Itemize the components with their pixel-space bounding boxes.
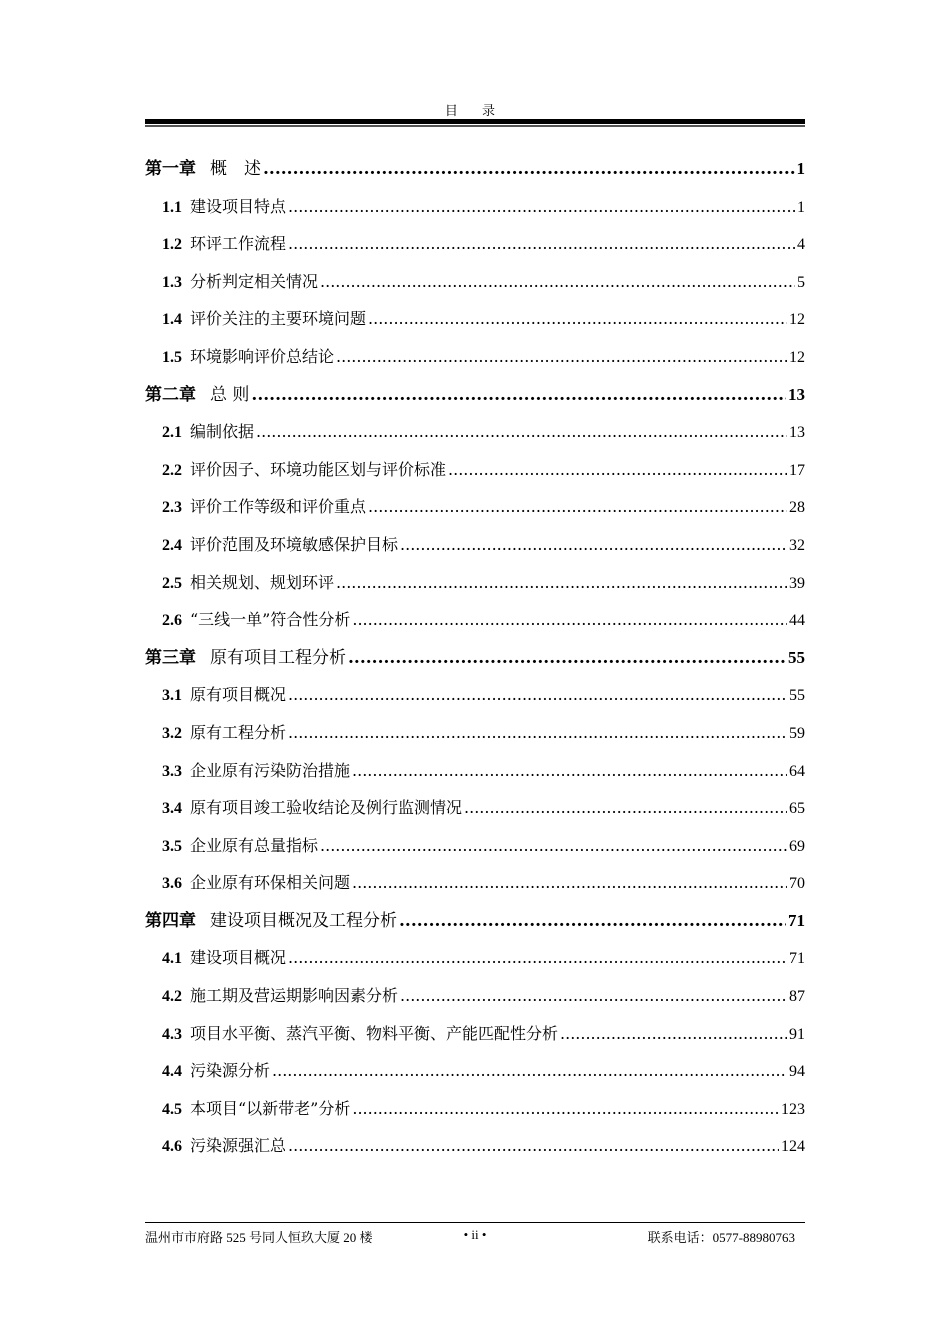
section-title: 企业原有总量指标 xyxy=(190,835,319,855)
toc-section-4-6[interactable] xyxy=(145,1127,805,1165)
chapter-title: 总 则 xyxy=(210,384,250,405)
section-number: 3.1 xyxy=(162,687,182,705)
dot-leader xyxy=(272,1052,787,1090)
footer-rule xyxy=(145,1222,805,1223)
dot-leader xyxy=(560,1015,787,1053)
section-number: 3.6 xyxy=(162,875,182,893)
section-number: 4.4 xyxy=(162,1063,182,1081)
dot-leader xyxy=(352,601,787,639)
dot-leader xyxy=(320,263,795,301)
section-number: 2.2 xyxy=(162,461,182,479)
section-number: 4.1 xyxy=(162,950,182,968)
section-title: 企业原有污染防治措施 xyxy=(190,760,351,780)
dot-leader xyxy=(352,1090,779,1128)
footer-address: 温州市市府路 525 号同人恒玖大厦 20 楼 xyxy=(145,1230,373,1245)
header-rule-thick xyxy=(145,119,805,124)
chapter-label: 第一章 xyxy=(145,159,196,179)
section-number: 2.3 xyxy=(162,499,182,517)
dot-leader xyxy=(464,789,787,827)
page-number: 55 xyxy=(788,647,805,667)
page-number: 32 xyxy=(789,536,805,554)
chapter-title: 原有项目工程分析 xyxy=(210,647,346,668)
page-number: 12 xyxy=(789,311,805,329)
section-number: 4.6 xyxy=(162,1138,182,1156)
section-title: 建设项目概况 xyxy=(190,948,287,968)
section-title: 原有工程分析 xyxy=(190,722,287,742)
page-number: 71 xyxy=(789,950,805,968)
chapter-title: 概 述 xyxy=(210,159,261,179)
dot-leader xyxy=(336,564,787,602)
toc-section-3-5[interactable] xyxy=(145,827,805,865)
page-number: 87 xyxy=(789,988,805,1006)
section-number: 1.4 xyxy=(162,311,182,329)
dot-leader xyxy=(399,903,786,941)
section-number: 3.4 xyxy=(162,800,182,818)
section-number: 2.5 xyxy=(162,574,182,592)
toc-chapter-3[interactable] xyxy=(145,639,805,677)
dot-leader xyxy=(336,338,787,376)
section-title: 环境影响评价总结论 xyxy=(190,346,335,366)
toc-section-1-1[interactable] xyxy=(145,188,805,226)
page-number: 1 xyxy=(797,198,805,216)
page-number: 71 xyxy=(788,910,805,930)
section-title: 评价工作等级和评价重点 xyxy=(190,497,367,517)
page-number: 59 xyxy=(789,724,805,742)
section-title: “三线一单”符合性分析 xyxy=(190,610,351,630)
page-number: 17 xyxy=(789,461,805,479)
page-number: 55 xyxy=(789,687,805,705)
section-number: 1.3 xyxy=(162,273,182,291)
section-number: 2.6 xyxy=(162,612,182,630)
toc-section-2-2[interactable] xyxy=(145,451,805,489)
page-number: 64 xyxy=(789,762,805,780)
dot-leader xyxy=(263,151,795,189)
section-title: 评价范围及环境敏感保护目标 xyxy=(190,534,399,554)
section-title: 建设项目特点 xyxy=(190,196,287,216)
toc-chapter-2[interactable] xyxy=(145,376,805,414)
chapter-label: 第四章 xyxy=(145,910,196,931)
toc-section-1-3[interactable] xyxy=(145,263,805,301)
toc-section-3-4[interactable] xyxy=(145,789,805,827)
dot-leader xyxy=(368,300,787,338)
toc-section-1-2[interactable] xyxy=(145,225,805,263)
section-title: 施工期及营运期影响因素分析 xyxy=(190,986,399,1006)
dot-leader xyxy=(400,526,787,564)
page-number: 13 xyxy=(789,424,805,442)
section-title: 评价因子、环境功能区划与评价标准 xyxy=(190,459,447,479)
dot-leader xyxy=(320,827,787,865)
section-number: 2.1 xyxy=(162,424,182,442)
dot-leader xyxy=(288,714,787,752)
page-number: 69 xyxy=(789,837,805,855)
toc-section-1-4[interactable] xyxy=(145,300,805,338)
section-number: 3.2 xyxy=(162,724,182,742)
page-number: 94 xyxy=(789,1063,805,1081)
dot-leader xyxy=(288,676,787,714)
dot-leader xyxy=(288,188,795,226)
toc-section-2-4[interactable] xyxy=(145,526,805,564)
toc-section-4-1[interactable] xyxy=(145,939,805,977)
footer-phone: 联系电话：0577-88980763 xyxy=(647,1230,795,1245)
footer-page-number: • ii • xyxy=(463,1227,487,1242)
page-number: 70 xyxy=(789,875,805,893)
section-number: 3.3 xyxy=(162,762,182,780)
section-title: 污染源强汇总 xyxy=(190,1136,287,1156)
header-rule-thin xyxy=(145,125,805,127)
page-number: 5 xyxy=(797,273,805,291)
chapter-label: 第三章 xyxy=(145,647,196,668)
toc-section-3-1[interactable] xyxy=(145,676,805,714)
toc-section-4-4[interactable] xyxy=(145,1052,805,1090)
page-number: 1 xyxy=(796,159,805,178)
dot-leader xyxy=(251,377,786,415)
section-title: 企业原有环保相关问题 xyxy=(190,873,351,893)
toc-section-3-3[interactable] xyxy=(145,752,805,790)
toc-section-2-6[interactable] xyxy=(145,601,805,639)
table-of-contents xyxy=(145,150,805,1165)
toc-section-4-3[interactable] xyxy=(145,1015,805,1053)
toc-section-3-2[interactable] xyxy=(145,714,805,752)
toc-section-4-5[interactable] xyxy=(145,1090,805,1128)
dot-leader xyxy=(288,1127,779,1165)
page-number: 39 xyxy=(789,574,805,592)
page-number: 65 xyxy=(789,800,805,818)
page-number: 123 xyxy=(781,1100,805,1118)
section-number: 2.4 xyxy=(162,536,182,554)
section-number: 4.5 xyxy=(162,1100,182,1118)
section-title: 相关规划、规划环评 xyxy=(190,572,335,592)
toc-section-4-2[interactable] xyxy=(145,977,805,1015)
section-number: 4.2 xyxy=(162,988,182,1006)
section-title: 编制依据 xyxy=(190,422,255,442)
section-number: 1.2 xyxy=(162,236,182,254)
dot-leader xyxy=(288,225,795,263)
section-number: 3.5 xyxy=(162,837,182,855)
page-number: 91 xyxy=(789,1025,805,1043)
chapter-title: 建设项目概况及工程分析 xyxy=(210,910,397,931)
page-number: 13 xyxy=(788,384,805,404)
section-number: 1.5 xyxy=(162,348,182,366)
section-title: 污染源分析 xyxy=(190,1061,271,1081)
page-number: 124 xyxy=(781,1138,805,1156)
toc-section-1-5[interactable] xyxy=(145,338,805,376)
section-number: 4.3 xyxy=(162,1025,182,1043)
section-title: 原有项目概况 xyxy=(190,685,287,705)
section-title: 项目水平衡、蒸汽平衡、物料平衡、产能匹配性分析 xyxy=(190,1023,559,1043)
toc-section-2-1[interactable] xyxy=(145,413,805,451)
section-title: 本项目“以新带老”分析 xyxy=(190,1098,351,1118)
section-title: 评价关注的主要环境问题 xyxy=(190,309,367,329)
page-number: 4 xyxy=(797,236,805,254)
dot-leader xyxy=(400,977,787,1015)
page-number: 28 xyxy=(789,499,805,517)
section-title: 原有项目竣工验收结论及例行监测情况 xyxy=(190,798,463,818)
toc-section-2-5[interactable] xyxy=(145,564,805,602)
dot-leader xyxy=(288,939,787,977)
dot-leader xyxy=(352,752,787,790)
toc-chapter-4[interactable] xyxy=(145,902,805,940)
toc-section-3-6[interactable] xyxy=(145,864,805,902)
dot-leader xyxy=(348,640,786,678)
section-title: 环评工作流程 xyxy=(190,234,287,254)
dot-leader xyxy=(256,413,787,451)
dot-leader xyxy=(368,488,787,526)
chapter-label: 第二章 xyxy=(145,384,196,405)
dot-leader xyxy=(448,451,787,489)
section-title: 分析判定相关情况 xyxy=(190,271,319,291)
page-number: 12 xyxy=(789,348,805,366)
page-number: 44 xyxy=(789,612,805,630)
section-number: 1.1 xyxy=(162,198,182,216)
page-footer xyxy=(145,1227,805,1247)
dot-leader xyxy=(352,864,787,902)
page-header-title: 目 录 xyxy=(444,104,506,119)
toc-section-2-3[interactable] xyxy=(145,488,805,526)
toc-chapter-1[interactable] xyxy=(145,150,805,188)
